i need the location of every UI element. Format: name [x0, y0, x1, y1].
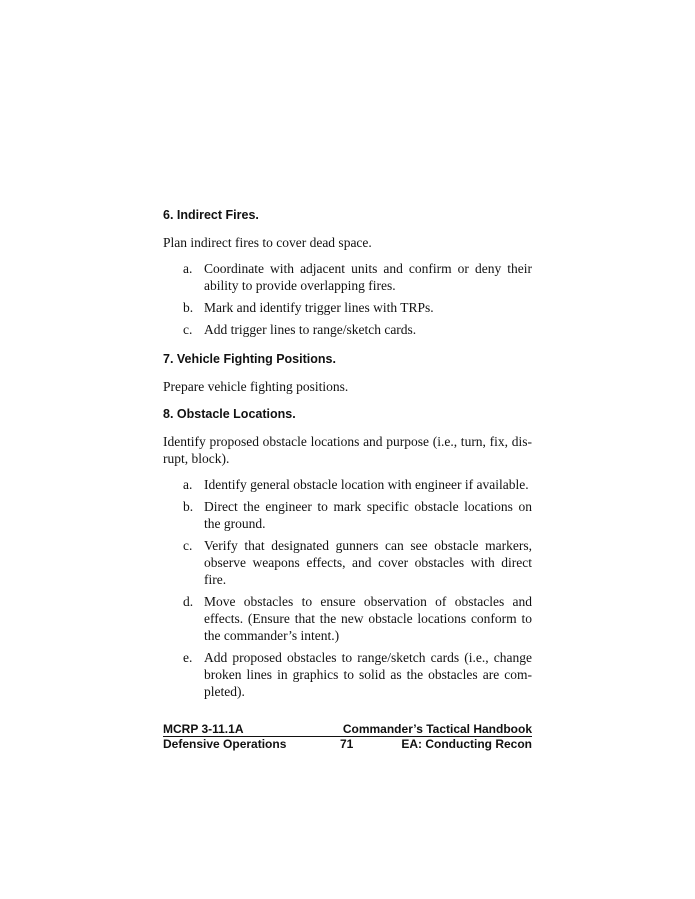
list-item [163, 299, 532, 316]
page-footer [163, 722, 532, 752]
item-marker: a. [183, 477, 193, 492]
section-intro: Plan indirect fires to cover dead space. [163, 235, 372, 250]
step-list [163, 476, 532, 700]
item-text: Add trigger lines to range/sketch cards. [204, 322, 417, 337]
item-marker: c. [183, 538, 193, 553]
footer-chapter: Defensive Operations [163, 737, 287, 751]
list-item [163, 321, 532, 338]
item-marker: a. [183, 261, 193, 276]
page-number: 71 [340, 737, 354, 751]
section-vehicle-fighting-positions [163, 350, 532, 395]
item-text: Coordinate with adjacent units and confirm or deny their ability to provide overlapping fires. [204, 261, 532, 293]
section-indirect-fires [163, 206, 532, 338]
section-obstacle-locations [163, 405, 532, 700]
section-intro: Prepare vehicle fighting positions. [163, 379, 349, 394]
section-heading: 7. Vehicle Fighting Positions. [163, 352, 336, 366]
section-intro: Identify proposed obstacle locations and purpose (i.e., turn, fix, dis-rupt, block). [163, 434, 532, 466]
item-marker: c. [183, 322, 193, 337]
list-item [163, 476, 532, 493]
footer-top-row [163, 722, 532, 737]
item-marker: b. [183, 499, 194, 514]
footer-doc-id: MCRP 3-11.1A [163, 722, 244, 736]
section-heading: 8. Obstacle Locations. [163, 407, 296, 421]
list-item [163, 593, 532, 644]
item-text: Move obstacles to ensure observation of obstacles and effects. (Ensure that the new obstacle locations conform to the commander’s intent.) [204, 594, 532, 643]
footer-bottom-row [163, 737, 532, 752]
item-marker: e. [183, 650, 193, 665]
item-marker: d. [183, 594, 194, 609]
footer-section-title: EA: Conducting Recon [401, 737, 532, 751]
list-item [163, 498, 532, 532]
section-heading: 6. Indirect Fires. [163, 208, 259, 222]
list-item [163, 649, 532, 700]
item-marker: b. [183, 300, 194, 315]
footer-handbook-title: Commander’s Tactical Handbook [342, 722, 532, 736]
list-item [163, 260, 532, 294]
step-list [163, 260, 532, 338]
item-text: Identify general obstacle location with engineer if available. [204, 477, 529, 492]
item-text: Direct the engineer to mark specific obstacle locations on the ground. [204, 499, 532, 531]
item-text: Add proposed obstacles to range/sketch cards (i.e., change broken lines in graphics to solid as the obstacles are com-pleted). [204, 650, 532, 699]
item-text: Verify that designated gunners can see obstacle markers, observe weapons effects, and cover obstacles with direct fire. [204, 538, 532, 587]
list-item [163, 537, 532, 588]
item-text: Mark and identify trigger lines with TRPs. [204, 300, 434, 315]
